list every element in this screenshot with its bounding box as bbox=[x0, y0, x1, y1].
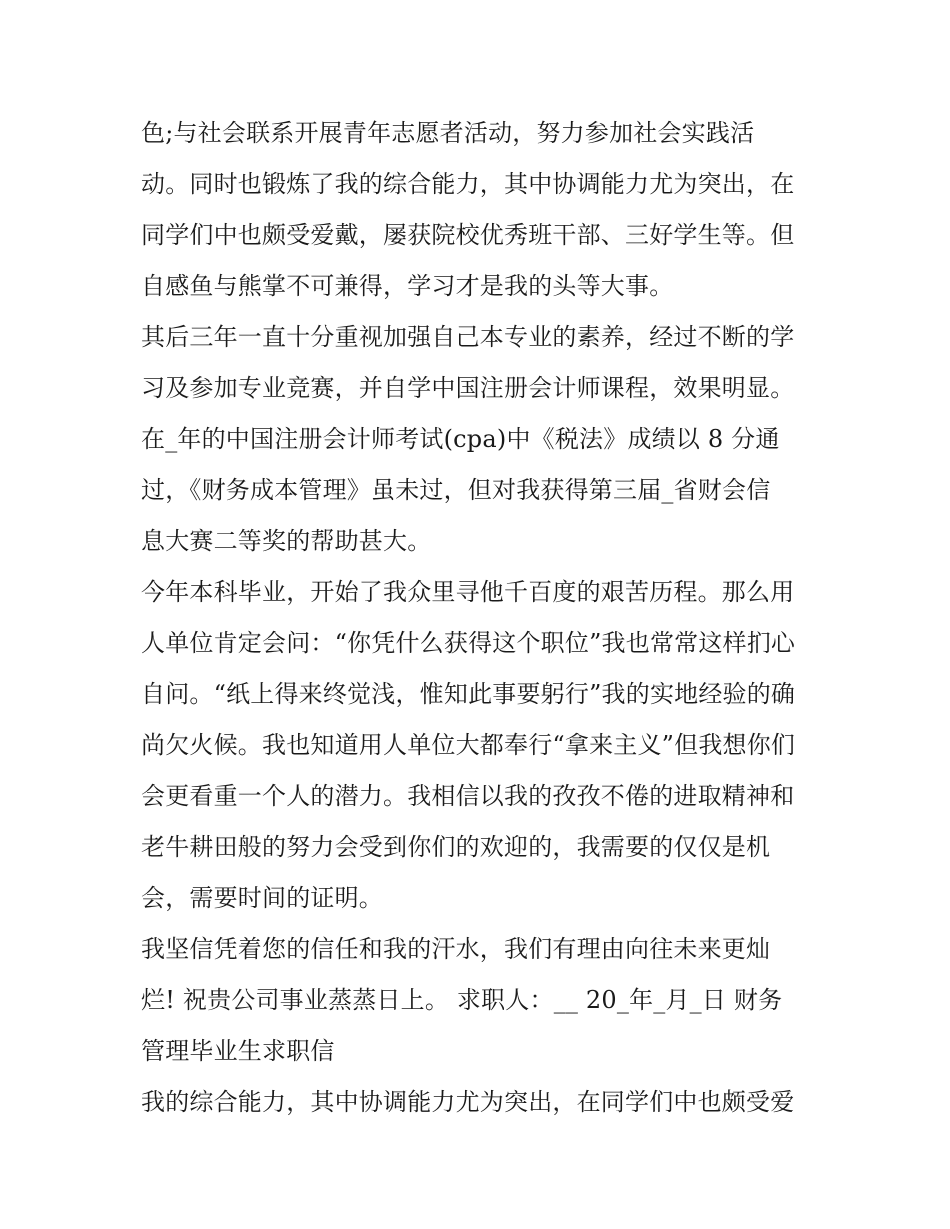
text-line: 老牛耕田般的努力会受到你们的欢迎的，我需要的仅仅是机 bbox=[141, 833, 771, 861]
text-line: 其后三年一直十分重视加强自己本专业的素养，经过不断的学 bbox=[141, 323, 795, 351]
text-line: 动。同时也锻炼了我的综合能力，其中协调能力尤为突出，在 bbox=[141, 170, 795, 198]
text-line: 习及参加专业竞赛，并自学中国注册会计师课程，效果明显。 bbox=[141, 374, 795, 402]
text-line: 色;与社会联系开展青年志愿者活动，努力参加社会实践活 bbox=[141, 119, 755, 147]
text-line: 息大赛二等奖的帮助甚大。 bbox=[141, 527, 432, 555]
text-line: 人单位肯定会问：“你凭什么获得这个职位”我也常常这样扪心 bbox=[141, 629, 796, 657]
letter-body bbox=[141, 108, 821, 1128]
text-line: 我的综合能力，其中协调能力尤为突出，在同学们中也颇受爱 bbox=[141, 1088, 795, 1116]
text-line: 自感鱼与熊掌不可兼得，学习才是我的头等大事。 bbox=[141, 272, 674, 300]
text-line: 尚欠火候。我也知道用人单位大都奉行“拿来主义”但我想你们 bbox=[141, 731, 796, 759]
text-line: 过，《财务成本管理》虽未过，但对我获得第三届_省财会信 bbox=[141, 476, 771, 504]
text-line: 会更看重一个人的潜力。我相信以我的孜孜不倦的进取精神和 bbox=[141, 782, 795, 810]
text-line: 烂! 祝贵公司事业蒸蒸日上。 求职人：__ 20_年_月_日 财务 bbox=[141, 986, 783, 1014]
text-line: 管理毕业生求职信 bbox=[141, 1037, 335, 1065]
text-line: 同学们中也颇受爱戴，屡获院校优秀班干部、三好学生等。但 bbox=[141, 221, 795, 249]
text-line: 我坚信凭着您的信任和我的汗水，我们有理由向往未来更灿 bbox=[141, 935, 771, 963]
text-line: 今年本科毕业，开始了我众里寻他千百度的艰苦历程。那么用 bbox=[141, 578, 795, 606]
text-line: 在_年的中国注册会计师考试(cpa)中《税法》成绩以 8 分通 bbox=[141, 425, 780, 453]
text-line: 自问。“纸上得来终觉浅，惟知此事要躬行”我的实地经验的确 bbox=[141, 680, 796, 708]
text-line: 会，需要时间的证明。 bbox=[141, 884, 383, 912]
